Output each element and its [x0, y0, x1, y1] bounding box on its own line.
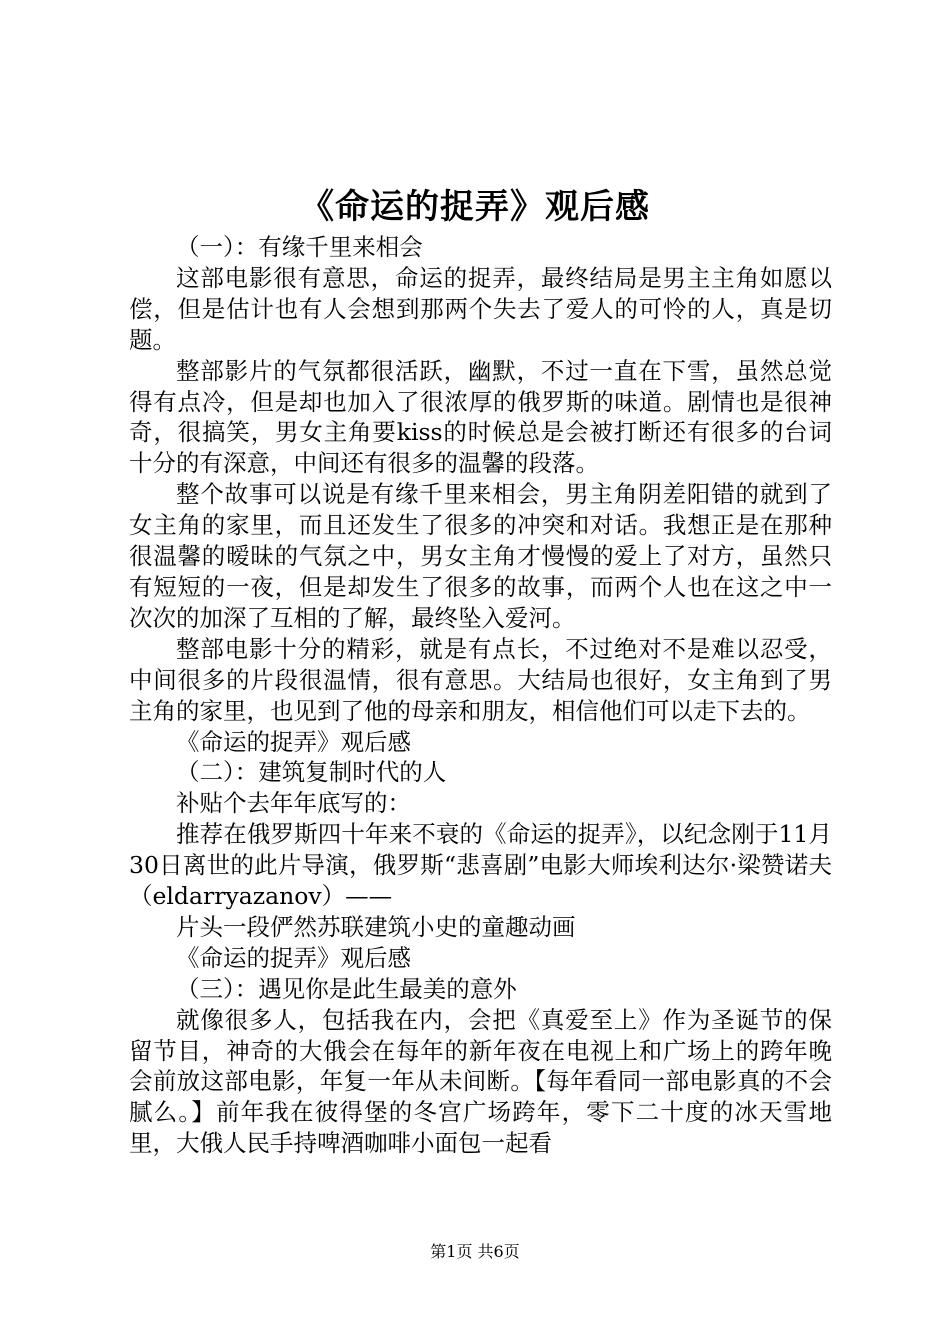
paragraph: 推荐在俄罗斯四十年来不衰的《命运的捉弄》，以纪念刚于11月30日离世的此片导演，俄罗斯“悲喜剧”电影大师埃利达尔·梁赞诺夫（eldarryazanov）——: [129, 820, 832, 911]
paragraph: 片头一段俨然苏联建筑小史的童趣动画: [176, 912, 576, 941]
document-title: 《命运的捉弄》观后感: [300, 187, 650, 227]
repeated-title-line: 《命运的捉弄》观后感: [176, 943, 411, 972]
section-heading-3: （三）：遇见你是此生最美的意外: [176, 974, 517, 1003]
paragraph: 整个故事可以说是有缘千里来相会，男主角阴差阳错的就到了女主角的家里，而且还发生了很多的冲突和对话。我想正是在那种很温馨的暧昧的气氛之中，男女主角才慢慢的爱上了对方，虽然只有短短的一夜，但是却发生了很多的故事，而两个人也在这之中一次次的加深了互相的了解，最终坠入爱河。: [129, 480, 832, 632]
paragraph: 整部电影十分的精彩，就是有点长，不过绝对不是难以忍受，中间很多的片段很温情，很有意思。大结局也很好，女主角到了男主角的家里，也见到了他的母亲和朋友，相信他们可以走下去的。: [129, 634, 832, 725]
section-heading-1: （一）：有缘千里来相会: [176, 233, 423, 261]
paragraph: 就像很多人，包括我在内，会把《真爱至上》作为圣诞节的保留节目，神奇的大俄会在每年的新年夜在电视上和广场上的跨年晚会前放这部电影，年复一年从未间断。【每年看同一部电影真的不会腻么。】前年我在彼得堡的冬宫广场跨年，零下二十度的冰天雪地里，大俄人民手持啤酒咖啡小面包一起看: [129, 1005, 832, 1158]
paragraph: 整部影片的气氛都很活跃，幽默，不过一直在下雪，虽然总觉得有点冷，但是却也加入了很浓厚的俄罗斯的味道。剧情也是很神奇，很搞笑，男女主角要kiss的时候总是会被打断还有很多的台词十分的有深意，中间还有很多的温馨的段落。: [129, 356, 832, 478]
section-heading-2: （二）：建筑复制时代的人: [176, 758, 447, 787]
paragraph: 补贴个去年年底写的：: [176, 789, 411, 818]
paragraph: 这部电影很有意思，命运的捉弄，最终结局是男主主角如愿以偿，但是估计也有人会想到那两个失去了爱人的可怜的人，真是切题。: [129, 263, 832, 354]
repeated-title-line: 《命运的捉弄》观后感: [176, 727, 411, 756]
document-body: [129, 232, 832, 1159]
page-footer: 第1页 共6页: [430, 1242, 520, 1261]
